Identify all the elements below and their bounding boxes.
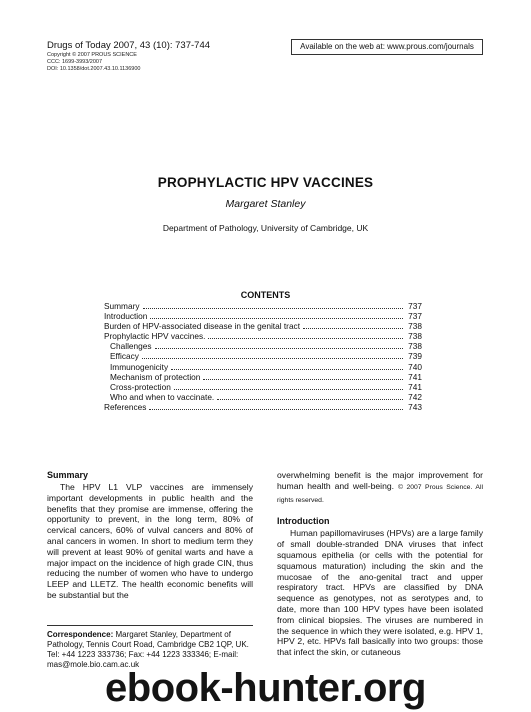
summary-text: The HPV L1 VLP vaccines are immensely important developments in public health and the benefits that they promise are immense, offering the opportunity to prevent, in the long term, 80% of cervical cancers, 60% of vulval cancers and 80% of anal cancers in women. In short to medium term they will prevent at least 90% of genital warts and have a major impact on the incidence of high grade CIN, thus reducing the number of women who have to undergo LEEP and LLETZ. The health economic benefits will be substantial but the [47, 482, 253, 600]
toc-label: Prophylactic HPV vaccines. [104, 331, 206, 342]
toc-leader [143, 302, 404, 309]
left-column [47, 470, 253, 670]
toc-subentry [104, 341, 422, 351]
toc-label: Burden of HPV-associated disease in the genital tract [104, 321, 301, 332]
article-author: Margaret Stanley [225, 198, 306, 210]
toc-entry [104, 331, 422, 341]
toc-label: References [104, 401, 147, 412]
contents-heading: CONTENTS [240, 290, 291, 300]
journal-citation: Drugs of Today 2007, 43 (10): 737-744 [47, 40, 211, 51]
toc-page: 740 [408, 361, 422, 372]
toc-leader [155, 342, 403, 349]
toc-leader [171, 363, 403, 370]
toc-page: 738 [408, 331, 422, 342]
toc-page: 741 [408, 371, 422, 382]
toc-page: 742 [408, 391, 422, 402]
toc-entry [104, 301, 422, 311]
introduction-text: Human papillomaviruses (HPVs) are a large family of small double-stranded DNA viruses that infect squamous epithelia (or cells with the potential for squamous maturation) including the skin and the mucosae of the ano-genital tract and upper respiratory tract. HPVs are classified by DNA sequence as genotypes, not as serotypes and, to date, more than 100 HPV types have been isolated from clinical biopsies. The viruses are numbered in the sequence in which they were isolated, e.g. HPV 1, HPV 2, etc. HPVs fall basically into two groups: those that infect the skin, or cutaneous [277, 528, 483, 658]
toc-label: Immunogenicity [110, 361, 169, 372]
toc-label: Mechanism of protection [110, 371, 201, 382]
toc-leader [208, 332, 403, 339]
footnote-divider [47, 625, 253, 626]
toc-subentry [104, 392, 422, 402]
correspondence-text: Margaret Stanley, Department of Pathology, Tennis Court Road, Cambridge CB2 1QP, UK. Tel: +44 1223 333736; Fax: +44 1223 333346; E-mail: mas@mole.bio.cam.ac.uk [47, 629, 249, 669]
toc-leader [174, 383, 403, 390]
author-affiliation: Department of Pathology, University of Cambridge, UK [162, 223, 369, 233]
doi-line: DOI: 10.1358/dot.2007.43.10.1136900 [47, 66, 141, 72]
toc-subentry [104, 382, 422, 392]
toc-label: Challenges [110, 341, 152, 352]
copyright-line: Copyright © 2007 PROUS SCIENCE [47, 52, 137, 58]
toc-label: Efficacy [110, 351, 139, 362]
right-column [277, 470, 483, 658]
toc-leader [142, 352, 403, 359]
journal-header [47, 40, 277, 73]
toc-leader [149, 403, 403, 410]
watermark-text: ebook-hunter.org [105, 666, 426, 710]
toc-page: 743 [408, 401, 422, 412]
toc-leader [203, 373, 403, 380]
toc-leader [150, 312, 403, 319]
correspondence-label: Correspondence: [47, 629, 114, 639]
toc-subentry [104, 351, 422, 361]
toc-page: 738 [408, 321, 422, 332]
toc-page: 741 [408, 381, 422, 392]
toc-page: 737 [408, 301, 422, 311]
toc-leader [303, 322, 403, 329]
toc-label: Introduction [104, 311, 148, 322]
toc-label: Cross-protection [110, 381, 171, 392]
availability-box: Available on the web at: www.prous.com/journals [291, 39, 483, 55]
toc-entry [104, 321, 422, 331]
table-of-contents [104, 301, 422, 412]
article-title: PROPHYLACTIC HPV VACCINES [157, 175, 374, 190]
correspondence-note [47, 630, 253, 670]
toc-subentry [104, 362, 422, 372]
summary-copyright: © 2007 Prous Science. All rights reserved. [277, 483, 483, 504]
toc-leader [217, 393, 403, 400]
toc-subentry [104, 372, 422, 382]
toc-page: 739 [408, 351, 422, 362]
toc-page: 738 [408, 341, 422, 352]
toc-label: Summary [104, 301, 140, 311]
summary-heading: Summary [47, 470, 89, 480]
toc-entry [104, 402, 422, 412]
summary-continuation-text: overwhelming benefit is the major improvement for human health and well-being. [277, 470, 483, 491]
toc-entry [104, 311, 422, 321]
summary-continuation [277, 470, 483, 506]
toc-label: Who and when to vaccinate. [110, 391, 215, 402]
toc-page: 737 [408, 311, 422, 322]
introduction-heading: Introduction [277, 516, 330, 527]
ccc-line: CCC: 1699-3993/2007 [47, 59, 103, 65]
